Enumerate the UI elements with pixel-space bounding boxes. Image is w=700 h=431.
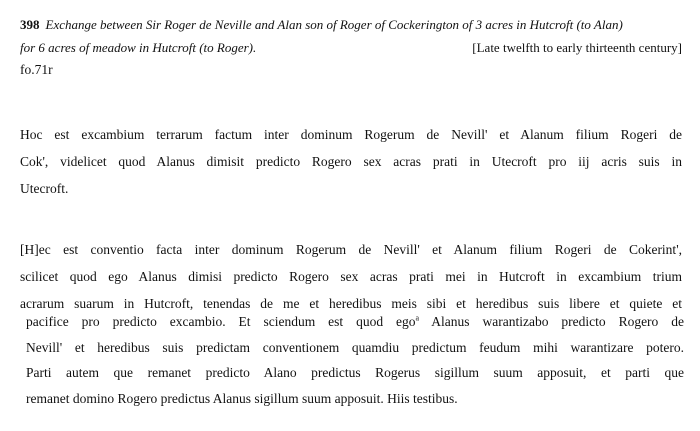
document-title-line-2: for 6 acres of meadow in Hutcroft (to Roger).: [20, 40, 257, 55]
paragraph-line: remanet domino Rogero predictus Alanus sigillum suum apposuit. Hiis testibus.: [26, 390, 458, 406]
paragraph-line: acrarum suarum in Hutcroft, tenendas de me et heredibus meis sibi et heredibus suis libere et quiete et: [20, 296, 682, 311]
paragraph-conventio: [20, 236, 682, 317]
document-number: 398: [20, 17, 40, 32]
paragraph-summary: [20, 121, 682, 202]
heading-line-1: [20, 13, 682, 36]
heading-line-2: [20, 36, 682, 59]
paragraph-conventio-continued: [26, 309, 684, 411]
line-text: Alanus warantizabo predicto Rogero de: [419, 314, 684, 329]
document-title-line-1: Exchange between Sir Roger de Neville and Alan son of Roger of Cockerington of 3 acres in Hutcroft (to Alan): [45, 17, 623, 32]
paragraph-line: Utecroft.: [20, 181, 69, 196]
document-heading: [20, 13, 682, 59]
paragraph-line: [H]ec est conventio facta inter dominum Rogerum de Nevill' et Alanum filium Rogeri de Cokerint',: [20, 242, 682, 257]
line-text: pacifice pro predicto excambio. Et sciendum est quod ego: [26, 314, 416, 329]
paragraph-line: scilicet quod ego Alanus dimisi predicto Rogero sex acras prati mei in Hutcroft in excambium trium: [20, 269, 682, 284]
paragraph-line: Parti autem que remanet predicto Alano predictus Rogerus sigillum suum apposuit, et parti que: [26, 365, 684, 380]
paragraph-line: Cok', videlicet quod Alanus dimisit predicto Rogero sex acras prati in Utecroft pro iij acris suis in: [20, 154, 682, 169]
paragraph-line: [26, 309, 684, 335]
paragraph-line: Hoc est excambium terrarum factum inter dominum Rogerum de Nevill' et Alanum filium Rogeri de: [20, 127, 682, 142]
folio-reference: fo.71r: [20, 62, 53, 77]
footnote-marker[interactable]: a: [415, 313, 420, 323]
document-date: [Late twelfth to early thirteenth century]: [472, 40, 682, 55]
paragraph-line: Nevill' et heredibus suis predictam conventionem quamdiu predictum feudum mihi warantizare potero.: [26, 339, 684, 355]
